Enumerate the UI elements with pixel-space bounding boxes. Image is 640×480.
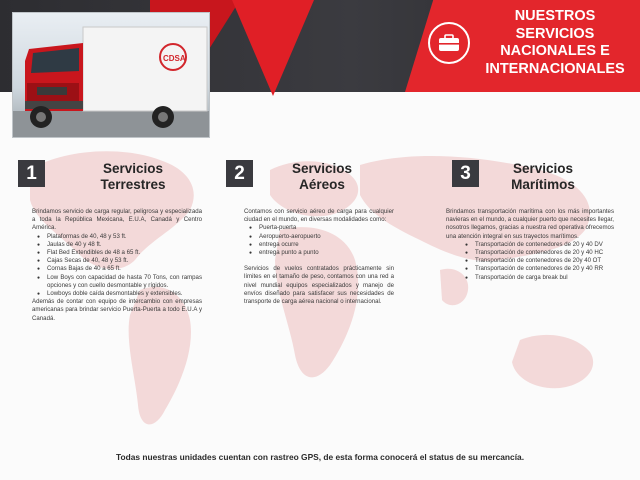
section-intro: Brindamos servicio de carga regular, peligrosa y especializada a toda la República Mexicana, E.U.A, Canadá y Centro América.	[32, 208, 202, 232]
list-item: ● Low Boys con capacidad de hasta 70 Tons, con rampas opciones y con cuello desmontable y rígidos.	[32, 274, 202, 290]
footer-note: Todas nuestras unidades cuentan con rastreo GPS, de esta forma conocerá el status de su mercancía.	[115, 452, 525, 462]
list-item: ● Transportación de contenedores de 20 y 40 HC	[460, 249, 614, 257]
section-bullet-list	[244, 224, 394, 257]
section-title-line: Servicios	[512, 161, 574, 176]
section-intro: Brindamos transportación marítima con los más importantes navieras en el mundo, a cualquier puerto que necesites llegar, nosotros llegamos, gracias a nuestra red operativa ofrecemos una atención integral en sus trayectos marítimos.	[446, 208, 614, 240]
list-item: ● Cornas Bajas de 40 a 65 ft.	[32, 265, 202, 273]
section-bullet-list	[446, 241, 614, 282]
header-title-line: NUESTROS	[514, 8, 596, 24]
section-title-line: Terrestres	[100, 177, 166, 192]
list-item: ● Aeropuerto-aeropuerto	[244, 233, 394, 241]
section-title-line: Servicios	[102, 161, 164, 176]
list-item: ● Flat Bed Extendibles de 48 a 65 ft.	[32, 249, 202, 257]
header-title	[470, 8, 640, 78]
section-number: 2	[226, 160, 253, 187]
section-outro: Servicios de vuelos contratados prácticamente sin límites en el tamaño de peso, contamos con una red a nivel mundial equipos especializados y manejo de envíos diseñado para satisfacer sus necesidades de transporte de carga aérea nacional o internacional.	[244, 265, 394, 306]
section-title-line: Marítimos	[511, 177, 575, 192]
section-number: 3	[452, 160, 479, 187]
section-bullet-list	[32, 233, 202, 299]
section-number: 1	[18, 160, 45, 187]
section-title	[488, 161, 598, 193]
section-body	[32, 208, 202, 323]
list-item: ● Plataformas de 40, 48 y 53 ft.	[32, 233, 202, 241]
list-item: ● Transportación de contenedores de 20y 40 OT	[460, 257, 614, 265]
section-title	[58, 161, 208, 193]
list-item: ● Jaulas de 40 y 48 ft.	[32, 241, 202, 249]
header-title-line: NACIONALES E	[500, 43, 610, 59]
section-title-line: Aéreos	[299, 177, 345, 192]
section-body	[446, 208, 614, 282]
truck-logo-text: CDSA	[163, 54, 186, 63]
list-item: ● Puerta-puerta	[244, 224, 394, 232]
section-outro: Además de contar con equipo de intercambio con empresas americanas para brindar servicio Puerta-Puerta a todo E.U.A y Canadá.	[32, 298, 202, 322]
list-item: ● Transportación de contenedores de 20 y 40 DV	[460, 241, 614, 249]
section-title	[266, 161, 378, 193]
header-title-line: SERVICIOS	[515, 25, 595, 42]
section-title-line: Servicios	[291, 161, 353, 176]
header-title-line: INTERNACIONALES	[485, 60, 625, 77]
list-item: ● Cajas Secas de 40, 48 y 53 ft.	[32, 257, 202, 265]
list-item: ● entrega punto a punto	[244, 249, 394, 257]
list-item: ● entrega ocurre	[244, 241, 394, 249]
truck-photo	[12, 12, 210, 138]
list-item: ● Transportación de carga break bul	[460, 274, 614, 282]
section-body	[244, 208, 394, 306]
briefcase-icon	[428, 22, 470, 64]
section-intro: Contamos con servicio aéreo de carga para cualquier ciudad en el mundo, en diversas modalidades como:	[244, 208, 394, 224]
list-item: ● Transportación de contenedores de 20 y 40 RR	[460, 265, 614, 273]
list-item: ● Lowboys doble caída desmontables y extensibles.	[32, 290, 202, 298]
